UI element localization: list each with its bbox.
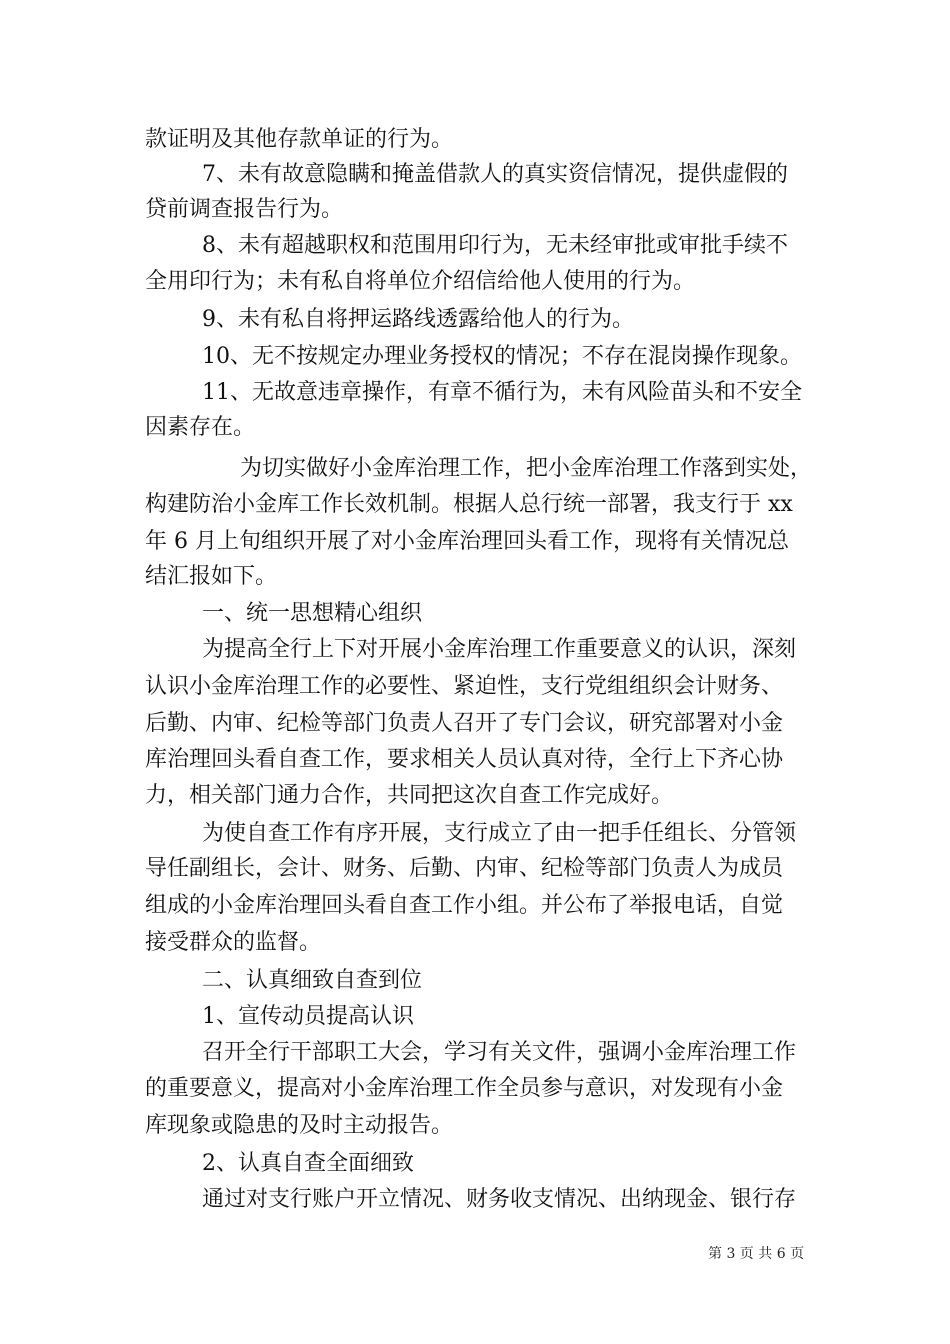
text-line: 11、无故意违章操作，有章不循行为，未有风险苗头和不安全 [202, 380, 802, 405]
section-heading: 一、统一思想精心组织 [202, 601, 423, 626]
text-line: 库治理回头看自查工作，要求相关人员认真对待，全行上下齐心协 [145, 747, 784, 772]
text-line: 7、未有故意隐瞒和掩盖借款人的真实资信情况，提供虚假的 [202, 162, 788, 187]
text-line: 10、无不按规定办理业务授权的情况；不存在混岗操作现象。 [202, 344, 802, 369]
text-line: 导任副组长，会计、财务、后勤、内审、纪检等部门负责人为成员 [145, 856, 784, 881]
text-line: 后勤、内审、纪检等部门负责人召开了专门会议，研究部署对小金 [145, 711, 784, 736]
text-line: 因素存在。 [145, 415, 256, 440]
text-line: 年 6 月上旬组织开展了对小金库治理回头看工作，现将有关情况总 [145, 529, 789, 554]
text-line: 认识小金库治理工作的必要性、紧迫性，支行党组组织会计财务、 [145, 674, 784, 699]
text-line: 全用印行为；未有私自将单位介绍信给他人使用的行为。 [145, 269, 696, 294]
text-line: 力，相关部门通力合作，共同把这次自查工作完成好。 [145, 783, 674, 808]
text-line: 的重要意义，提高对小金库治理工作全员参与意识，对发现有小金 [145, 1076, 784, 1101]
text-line: 结汇报如下。 [145, 564, 278, 589]
text-line: 为使自查工作有序开展，支行成立了由一把手任组长、分管领 [202, 821, 797, 846]
section-heading: 二、认真细致自查到位 [202, 968, 423, 993]
text-line: 为切实做好小金库治理工作，把小金库治理工作落到实处， [240, 456, 813, 481]
text-line: 为提高全行上下对开展小金库治理工作重要意义的认识，深刻 [202, 637, 797, 662]
text-line: 通过对支行账户开立情况、财务收支情况、出纳现金、银行存 [202, 1187, 797, 1212]
text-line: 库现象或隐患的及时主动报告。 [145, 1113, 454, 1138]
text-line: 组成的小金库治理回头看自查工作小组。并公布了举报电话，自觉 [145, 893, 784, 918]
text-line: 8、未有超越职权和范围用印行为，无未经审批或审批手续不 [202, 233, 788, 258]
subsection-heading: 2、认真自查全面细致 [202, 1151, 414, 1176]
page-number: 第 3 页 共 6 页 [708, 1246, 805, 1262]
text-line: 9、未有私自将押运路线透露给他人的行为。 [202, 307, 634, 332]
text-line: 款证明及其他存款单证的行为。 [145, 127, 454, 152]
text-line: 构建防治小金库工作长效机制。根据人总行统一部署，我支行于 xx [145, 492, 793, 517]
text-line: 召开全行干部职工大会，学习有关文件，强调小金库治理工作 [202, 1040, 797, 1065]
text-line: 接受群众的监督。 [145, 930, 322, 955]
text-line: 贷前调查报告行为。 [145, 197, 344, 222]
subsection-heading: 1、宣传动员提高认识 [202, 1004, 414, 1029]
